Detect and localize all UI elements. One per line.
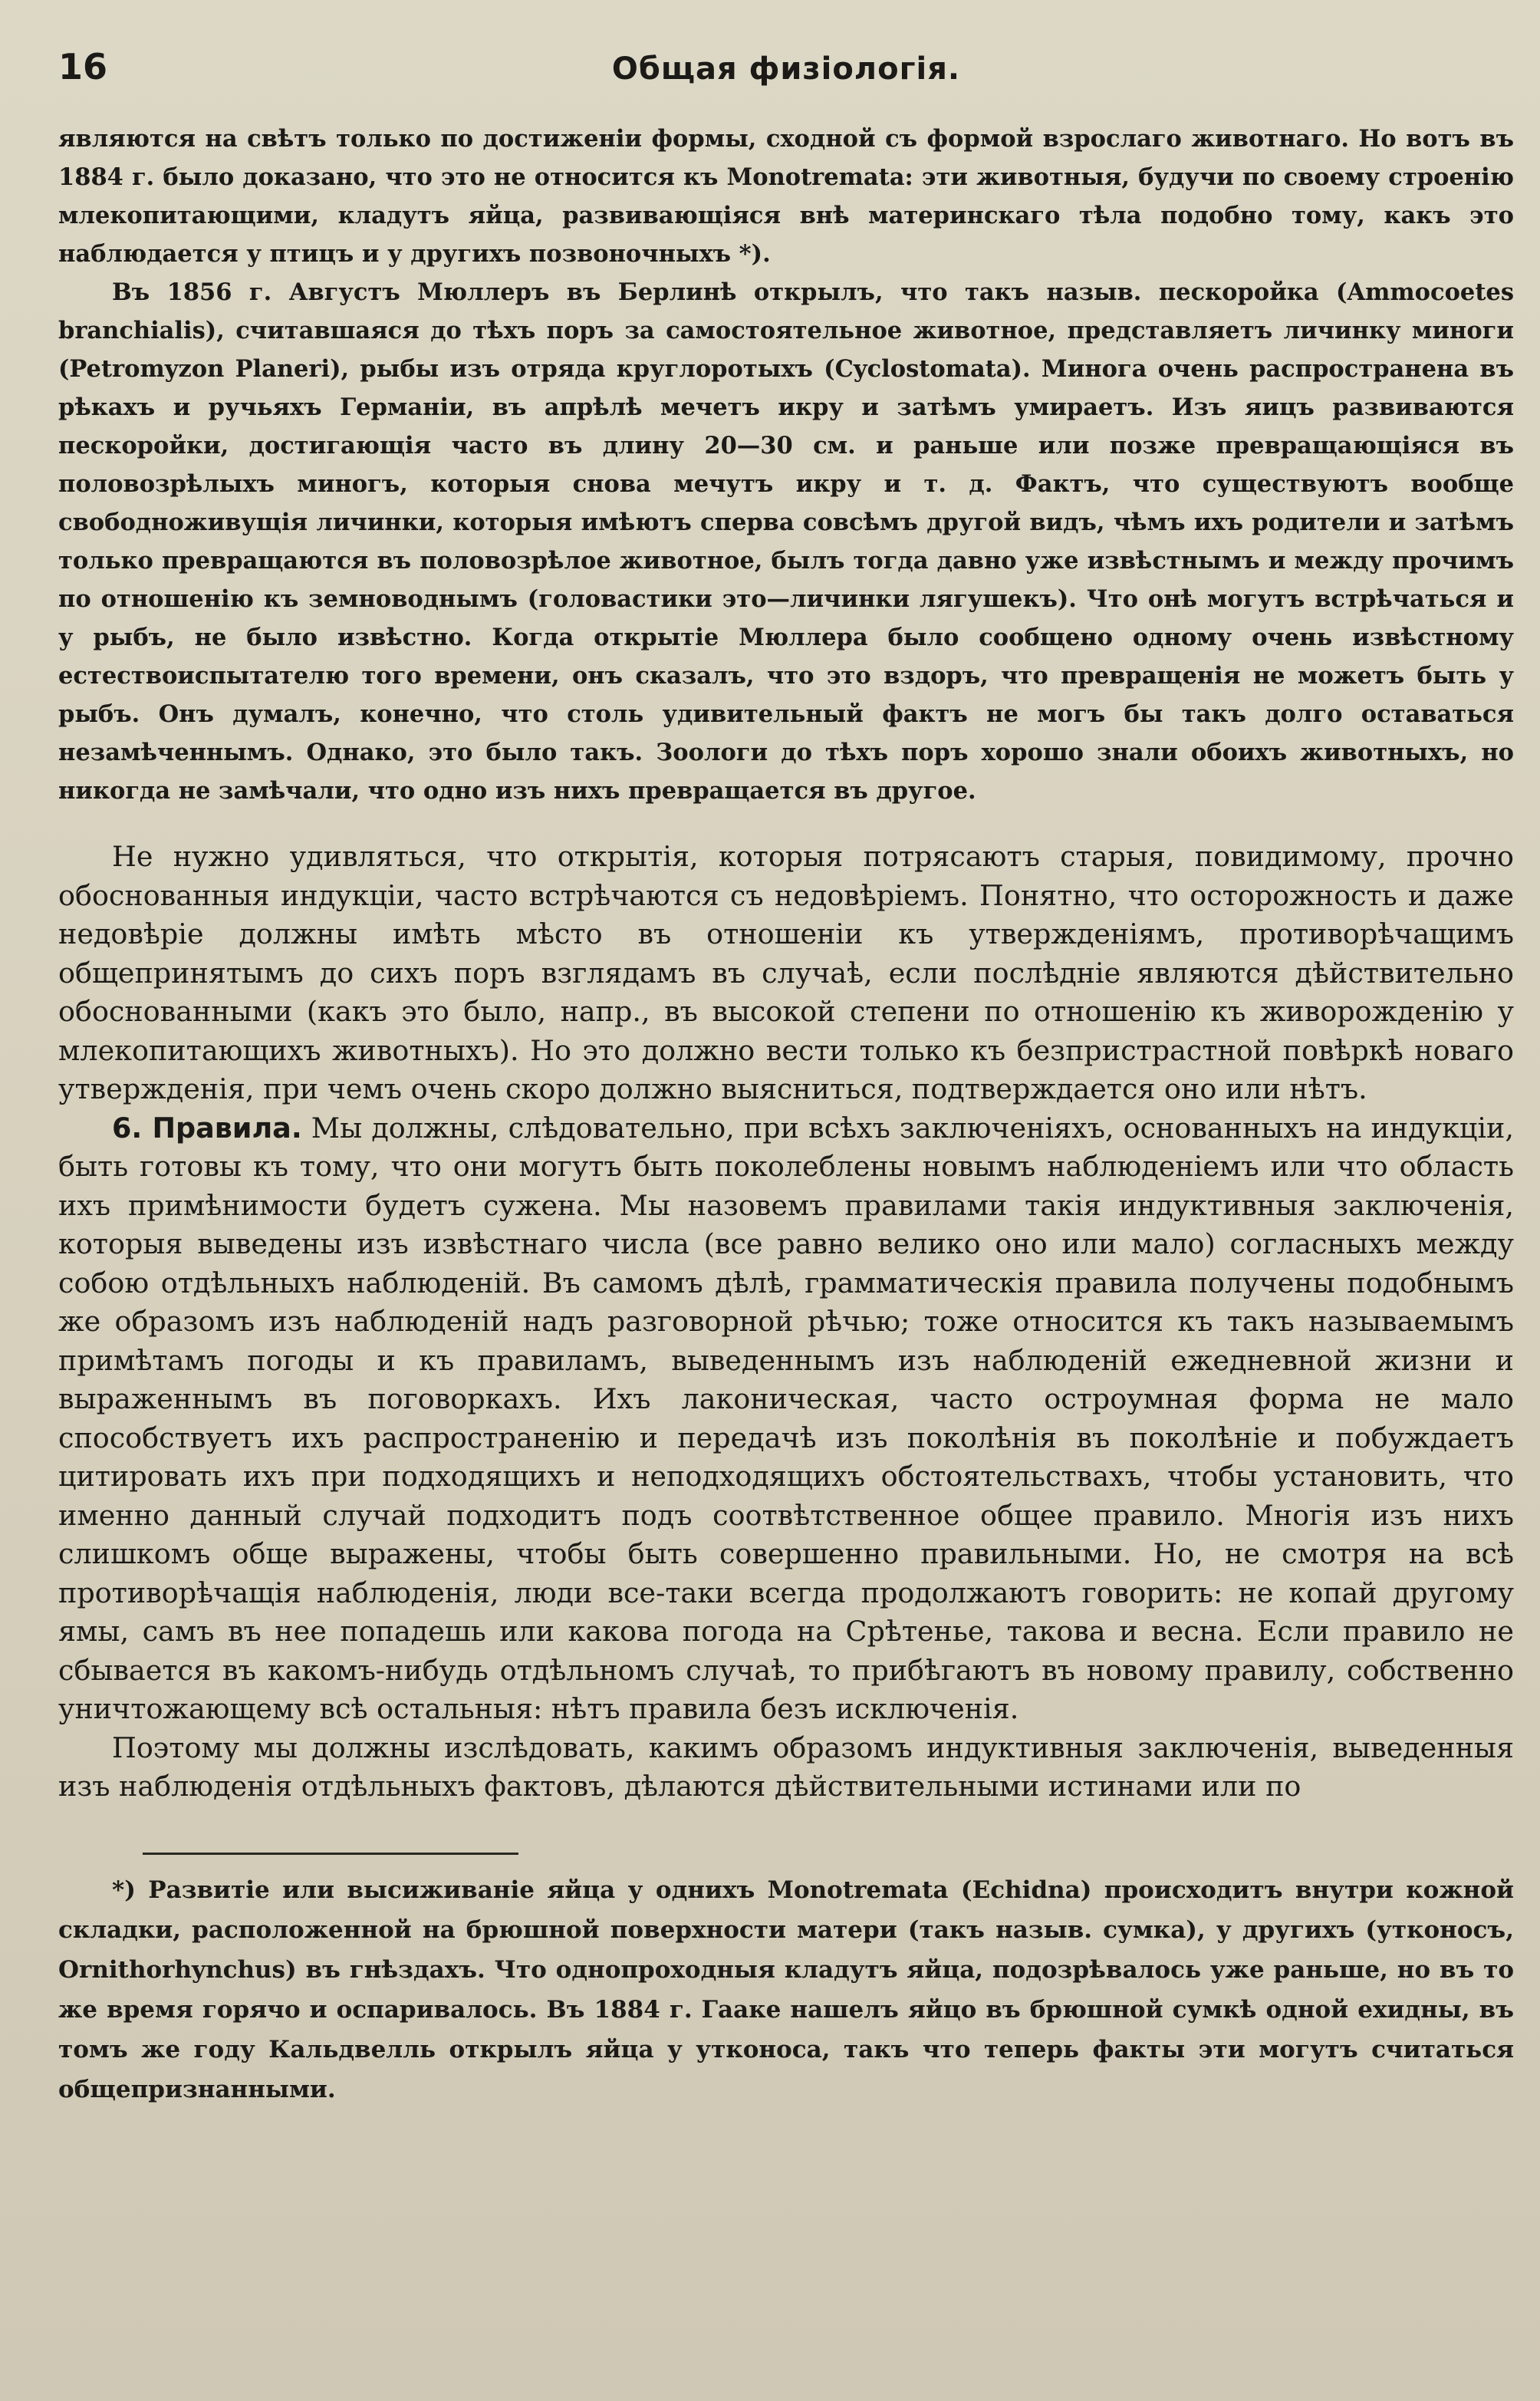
page-header <box>58 46 1514 100</box>
section-rules-text: Мы должны, слѣдовательно, при всѣхъ заключенiяхъ, основанныхъ на индукцiи, быть готовы къ тому, что они могутъ быть поколеблены новымъ наблюденiемъ или что область ихъ примѣнимости будетъ сужена. Мы назовемъ правилами такiя индуктивныя заключенiя, которыя выведены изъ извѣстнаго числа (все равно велико оно или мало) согласныхъ между собою отдѣльныхъ наблюденiй. Въ самомъ дѣлѣ, грамматическiя правила получены подобнымъ же образомъ изъ наблюденiй надъ разговорной рѣчью; тоже относится къ такъ называемымъ примѣтамъ погоды и къ правиламъ, выведеннымъ изъ наблюденiй ежедневной жизни и выраженнымъ въ поговоркахъ. Ихъ лаконическая, часто остроумная форма не мало способствуетъ ихъ распространенiю и передачѣ изъ поколѣнiя въ поколѣнiе и побуждаетъ цитировать ихъ при подходящихъ и неподходящихъ обстоятельствахъ, чтобы установить, что именно данный случай подходитъ подъ соотвѣтственное общее правило. Многiя изъ нихъ слишкомъ обще выражены, чтобы быть совершенно правильными. Но, не смотря на всѣ противорѣчащiя наблюденiя, люди все-таки всегда продолжаютъ говорить: не копай другому ямы, самъ въ нее попадешь или какова погода на Срѣтенье, такова и весна. Если правило не сбывается въ какомъ-нибудь отдѣльномъ случаѣ, то прибѣгаютъ въ новому правилу, собственно уничтожающему всѣ остальныя: нѣтъ правила безъ исключенiя. <box>58 1111 1514 1725</box>
paragraph-discoveries: Не нужно удивляться, что открытiя, которыя потрясаютъ старыя, повидимому, прочно обоснованныя индукцiи, часто встрѣчаются съ недовѣрiемъ. Понятно, что осторожность и даже недовѣрiе должны имѣть мѣсто въ отношенiи къ утвержденiямъ, противорѣчащимъ общепринятымъ до сихъ поръ взглядамъ въ случаѣ, если послѣднiе являются дѣйствительно обоснованными (какъ это было, напр., въ высокой степени по отношенiю къ живорожденiю у млекопитающихъ животныхъ). Но это должно вести только къ безпристрастной повѣркѣ новаго утвержденiя, при чемъ очень скоро должно выясниться, подтверждается оно или нѣтъ. <box>58 840 1514 1105</box>
paragraph-mueller: Въ 1856 г. Августъ Мюллеръ въ Берлинѣ открылъ, что такъ назыв. пескоройка (Ammocoetes branchialis), считавшаяся до тѣхъ поръ за самостоятельное животное, представляетъ личинку миноги (Petromyzon Planeri), рыбы изъ отряда круглоротыхъ (Cyclostomata). Минога очень распространена въ рѣкахъ и ручьяхъ Германiи, въ апрѣлѣ мечетъ икру и затѣмъ умираетъ. Изъ яицъ развиваются пескоройки, достигающiя часто въ длину 20—30 см. и раньше или позже превращающiяся въ половозрѣлыхъ миногъ, которыя снова мечутъ икру и т. д. Фактъ, что существуютъ вообще свободноживущiя личинки, которыя имѣютъ сперва совсѣмъ другой видъ, чѣмъ ихъ родители и затѣмъ только превращаются въ половозрѣлое животное, былъ тогда давно уже извѣстнымъ и между прочимъ по отношенiю къ земноводнымъ (головастики это—личинки лягушекъ). Что онѣ могутъ встрѣчаться и у рыбъ, не было извѣстно. Когда открытiе Мюллера было сообщено одному очень извѣстному естествоиспытателю того времени, онъ сказалъ, что это вздоръ, что превращенiя не можетъ быть у рыбъ. Онъ думалъ, конечно, что столь удивительный фактъ не могъ бы такъ долго оставаться незамѣченнымъ. Однако, это было такъ. Зоологи до тѣхъ поръ хорошо знали обоихъ животныхъ, но никогда не замѣчали, что одно изъ нихъ превращается въ другое. <box>58 278 1514 805</box>
section-rules <box>58 1109 1514 1729</box>
footnote: *) Развитiе или высиживанiе яйца у однихъ Monotremata (Echidna) происходитъ внутри кожной складки, расположенной на брюшной поверхности матери (такъ назыв. сумка), у другихъ (утконосъ, Ornithorhynchus) въ гнѣздахъ. Что однопроходныя кладутъ яйца, подозрѣвалось уже раньше, но въ то же время горячо и оспаривалось. Въ 1884 г. Гааке нашелъ яйцо въ брюшной сумкѣ одной ехидны, въ томъ же году Кальдвелль открылъ яйца у утконоса, такъ что теперь факты эти могутъ считаться общепризнанными. <box>58 1876 1514 2103</box>
paragraph-continuation: являются на свѣтъ только по достиженiи формы, сходной съ формой взрослаго животнаго. Но вотъ въ 1884 г. было доказано, что это не относится къ Monotremata: эти животныя, будучи по своему строенiю млекопитающими, кладутъ яйца, развивающiяся внѣ материнскаго тѣла подобно тому, какъ это наблюдается у птицъ и у другихъ позвоночныхъ *). <box>58 125 1514 268</box>
paragraph-therefore: Поэтому мы должны изслѣдовать, какимъ образомъ индуктивныя заключенiя, выведенныя изъ наблюденiя отдѣльныхъ фактовъ, дѣлаются дѣйствительными истинами или по <box>58 1731 1514 1803</box>
footnote-divider <box>143 1853 518 1855</box>
page-number: 16 <box>58 46 108 87</box>
section-heading: 6. Правила. <box>112 1111 302 1145</box>
running-title: Общая физiологiя. <box>611 51 961 87</box>
main-text <box>58 120 1514 1807</box>
